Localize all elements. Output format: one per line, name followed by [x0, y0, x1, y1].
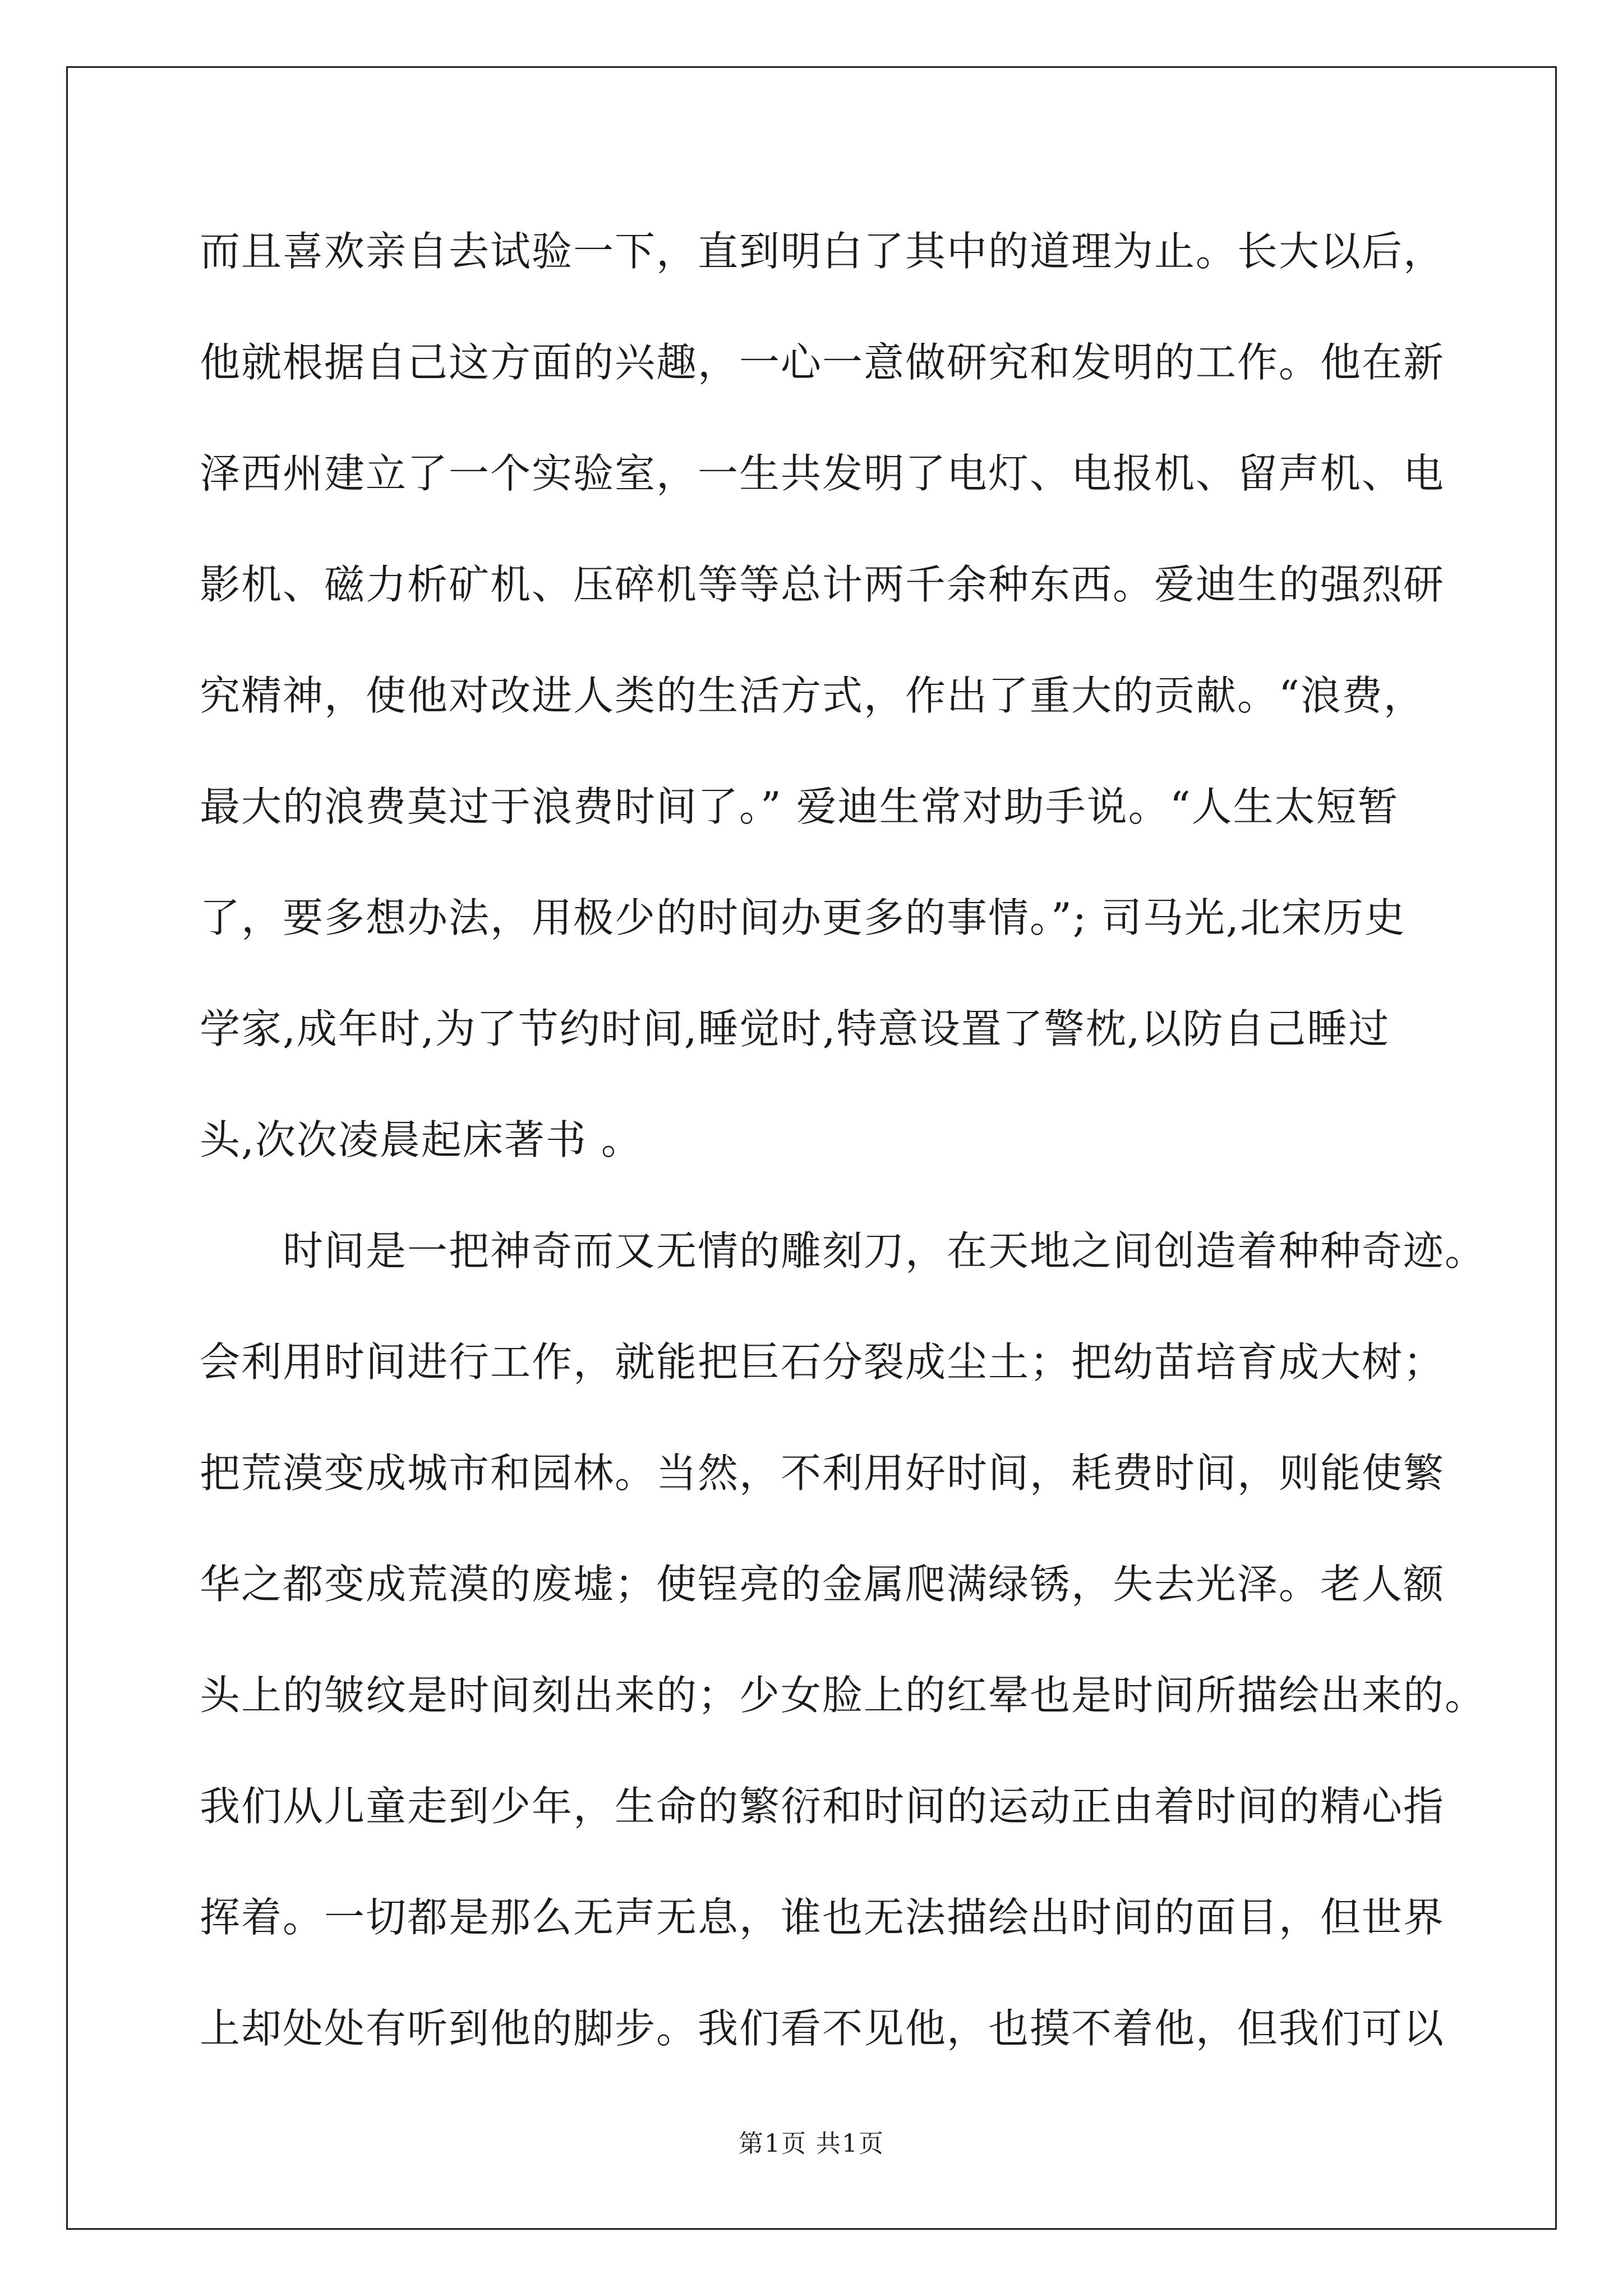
text-line: 上却处处有听到他的脚步。我们看不见他，也摸不着他，但我们可以 — [200, 2005, 1445, 2052]
text-line: 挥着。一切都是那么无声无息，谁也无法描绘出时间的面目，但世界 — [200, 1894, 1445, 1941]
text-line: 影机、磁力析矿机、压碎机等等总计两千余种东西。爱迪生的强烈研 — [200, 561, 1445, 608]
text-line: 学家,成年时,为了节约时间,睡觉时,特意设置了警枕,以防自己睡过 — [200, 1005, 1390, 1052]
text-line: 了，要多想办法，用极少的时间办更多的事情。”; 司马光,北宋历史 — [200, 894, 1406, 941]
text-line: 我们从儿童走到少年，生命的繁衍和时间的运动正由着时间的精心指 — [200, 1783, 1445, 1830]
text-line: 华之都变成荒漠的废墟；使锃亮的金属爬满绿锈，失去光泽。老人额 — [200, 1561, 1445, 1608]
text-line: 他就根据自己这方面的兴趣，一心一意做研究和发明的工作。他在新 — [200, 339, 1445, 386]
text-line: 会利用时间进行工作，就能把巨石分裂成尘土；把幼苗培育成大树； — [200, 1338, 1445, 1386]
text-line: 而且喜欢亲自去试验一下，直到明白了其中的道理为止。长大以后， — [200, 228, 1445, 275]
text-line: 泽西州建立了一个实验室，一生共发明了电灯、电报机、留声机、电 — [200, 450, 1445, 497]
text-line: 头上的皱纹是时间刻出来的；少女脸上的红晕也是时间所描绘出来的。 — [200, 1672, 1487, 1719]
paragraph-start-line: 时间是一把神奇而又无情的雕刻刀，在天地之间创造着种种奇迹。 — [283, 1227, 1487, 1274]
text-line: 最大的浪费莫过于浪费时间了。” 爱迪生常对助手说。“人生太短暂 — [200, 783, 1399, 830]
text-line: 把荒漠变成城市和园林。当然，不利用好时间，耗费时间，则能使繁 — [200, 1450, 1445, 1497]
text-line: 头,次次凌晨起床著书 。 — [200, 1116, 643, 1163]
text-line: 究精神，使他对改进人类的生活方式，作出了重大的贡献。“浪费， — [200, 672, 1425, 719]
page-number-footer: 第1页 共1页 — [739, 2129, 884, 2158]
